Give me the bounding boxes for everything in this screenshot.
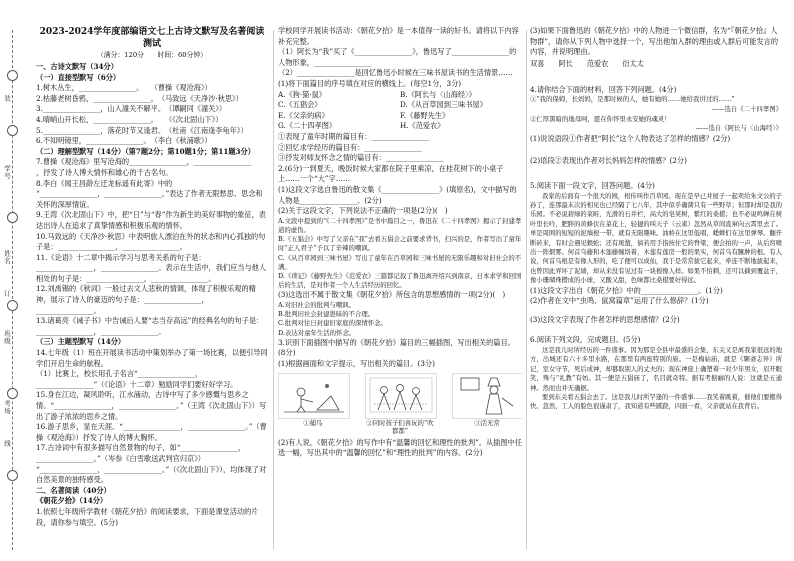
question-line: ①表现了童年时期的篇目有：________________ [278, 131, 429, 141]
margin-label-class: 班级 [3, 330, 11, 345]
section-heading: 二、名著阅读（40分） [36, 485, 111, 495]
character-option: 范爱农 [586, 58, 609, 68]
exam-title: 2023-2024学年度部编语文七上古诗文默写及名著阅读测试 [39, 27, 265, 49]
question-text: 13.诸葛亮《诫子书》中告诫后人要“志当存高远”的经典名句的句子是：________________，________________。 [36, 316, 264, 336]
column-3 [530, 26, 782, 556]
choice-text: A.文段中提到的“《二十四孝图》”是书中篇目之一，鲁迅在《二十四孝图》揭示了封建孝道的虚伪。 [278, 216, 522, 234]
binding-hole [7, 212, 18, 223]
choice-text: C.《从百草园到三味书屋》写出了童年在百草园和三味书屋的无限乐趣和对旧社会的不满。 [278, 253, 522, 271]
question-line: (1)根据画面和文字提示，写出相关的篇目。(3分) [278, 358, 435, 368]
question-line: 8.李白《闻王昌龄左迁龙标遥有此寄》中的 [36, 178, 173, 188]
question-text: 12.刘禹锡的《秋词》一般过去文人悲秋的情调，体现了积极乐观的精神，展示了诗人的豪迈的句子是：________________，________________。 [36, 284, 256, 315]
question-text: 10.马致远的《天净沙·秋思》中表明旅人漂泊在外的状态和内心孤独的句子是：________________，________________。 [36, 231, 266, 252]
binding-hole [7, 300, 18, 311]
question-text: 11.《论语》十二章中揭示学习与思考关系的句子是：________________，________________。表示在生活中，我们应当与他人相处的句子是：________________，________________。 [36, 252, 267, 283]
question-text: （1）阿长为“我”买了《________________》，鲁迅写了________________的人物形象，________________ [278, 47, 517, 67]
question-text: (3)如果下面鲁迅的《朝花夕拾》中的人物进一个微信群，名为“『朝花夕拾』人物群”，请你从下列人物中选择一个，写出他加入群的理由或入群后可能发言的内容，并说明理由。 [530, 26, 779, 57]
choice-text: A.对旧社会的批判与嘲讽。 [278, 300, 355, 309]
question-text: 2.(6分)一到夏天，晚饭时候大家都在院子里乘凉，在桂花树下的小桌子上……一个“大”字…… [278, 163, 504, 184]
question-text: “________________，________________。”表达了作者无限愁思、思念和关怀的深厚情谊。 [36, 189, 263, 209]
exam-meta: （满分：120分 时间：60分钟） [97, 51, 207, 59]
column-2 [278, 26, 522, 556]
illustration-caption: ①捕鸟 [303, 418, 323, 427]
reading-passage: 要到东关看五猖会去了。这是我儿时所罕逢的一件盛事……我笑着跳着，催他们要搬得快。忽然，工人的脸色很谨肃了，我知道有些蹊跷，四面一看，父亲就站在我背后。 [530, 394, 782, 411]
question-text: 4.请你结合下面的材料，回答下列问题。(4分) [530, 84, 677, 94]
question-text: (2)语段②表现出作者对长妈妈怎样的情感？(2分) [530, 156, 687, 166]
question-text: (3)这段文字表现了作者怎样的思想感情？(2分) [530, 314, 680, 324]
option-item: E.《父亲的病》 [278, 110, 329, 120]
question-text: (1)这段文字选自鲁迅的散文集《________________》(填原名)，文中描写的人物是________________。(2分) [278, 184, 517, 205]
choice-text: C.批判对往日封建旧家庭的深情怀念。 [278, 319, 387, 328]
children-playing-sketch [365, 373, 437, 419]
subsection-heading: （三）主题型默写（14分） [36, 337, 126, 347]
binding-margin [0, 0, 32, 561]
illustration-bird-catching [278, 373, 348, 436]
subsection-heading: （一）直接型默写（6分） [36, 72, 121, 82]
question-text: 5.阅读下面一段文字，回答问题。(4分) [530, 180, 655, 190]
subsection-heading: （二）理解型默写（14分）（第7题2分；第10题1分；第11题3分） [36, 146, 255, 156]
question-line: 1.树木丛生，________________。 （曹操《观沧海》） [36, 83, 212, 93]
question-text: （1）比赛上，校长用孔子名言“________________，________________”（《论语》十二章）勉励同学们要好好学习。 [36, 369, 238, 389]
illustration-row [278, 373, 522, 436]
margin-label-name: 姓名 [3, 250, 11, 265]
question-text: (2)关于这段文字，下列说法不正确的一项是(2分)( ) [278, 206, 448, 216]
answer-space [530, 167, 782, 181]
option-item: A.《狗·猫·鼠》 [278, 89, 326, 99]
intro-text: 学校同学开展读书活动：《朝花夕拾》是一本值得一读的好书。请将以下内容补充完整。 [278, 26, 519, 46]
question-text: 6.阅读下列文段，完成题目。(5分) [530, 335, 641, 345]
question-text: 16.游子思乡，显在天涯。“________________，________________。”（曹操《观沧海》）抒发了诗人的博大胸怀。 [36, 422, 267, 442]
question-text: 1.依照七年级所学教材《朝花夕拾》的阅读要求，下面是课堂活动的片段，请你参与填空。(5分) [36, 506, 259, 527]
choice-text: D.《琐记》《藤野先生》《范爱农》三篇都记叙了鲁迅离开绍兴到南京，日本求学和回国后的生活，是对作者一个人生活经历的回忆。 [278, 271, 522, 290]
question-text: (2)作者在文中“虫鸣、鼠窝篇章”运用了什么修辞？(1分) [530, 296, 709, 306]
option-list [278, 90, 522, 132]
choice-text: B.《五猖会》中写了父亲在“我”去看五猖会之前要求背书，扫兴的是，作者写出了童年时“正人君子”予以了辛辣的嘲讽。 [278, 235, 522, 253]
question-line: 3.________________，山入潼关不解平。 （谭嗣同《潼关》） [36, 104, 227, 114]
question-line: 4.晴峭山开长松，________________。 （《次北固山下》） [36, 114, 223, 124]
wuchang-sketch [452, 373, 522, 419]
margin-mark: 装 [3, 95, 11, 103]
character-option: 双喜 [530, 58, 545, 68]
question-line: 2.枯藤老树昏鸦，________________。 （马致远《天净沙·秋思》） [36, 93, 243, 103]
question-text: (1)这段文字出自《朝花夕拾》中的________________。(1分) [530, 285, 723, 295]
question-text: 15.身在江边，凝风聆听，江水涌动，古诗中写了多少感慨与思乡之情。“________________，________________。”（王湾《次北固山下》）写出了游子浓浓的思乡之情。 [36, 390, 267, 421]
illustration-caption: ③活无常 [474, 418, 500, 427]
character-option: 衍太太 [622, 58, 644, 68]
reading-passage: 我家的后面有一个很大的园，相传叫作百草园。现在是早已并屋子一起卖给朱文公的子孙了，连那最末次的相见也已经隔了七八年，其中似乎确凿只有一些野草；但那时却是我的乐园。不必说碧绿的菜畦，光滑的石井栏，高大的皂荚树，紫红的桑椹；也不必说鸣蝉在树叶里长吟，肥胖的黄蜂伏在菜花上，轻捷的叫天子（云雀）忽然从草间直窜向云霄里去了。单是周围的短短的泥墙根一带，就有无限趣味。油蛉在这里低唱，蟋蟀们在这里弹琴。翻开断砖来，有时会遇见蜈蚣；还有斑蝥，倘若用手指按住它的脊梁，便会拍的一声，从后窍喷出一阵烟雾。何首乌藤和木莲藤缠络着，木莲有莲房一般的果实，何首乌有臃肿的根。有人说，何首乌根是有像人形的，吃了便可以成仙，我于是常常拔它起来，牵连不断地拔起来，也曾因此弄坏了泥墙，却从来没有见过有一块根像人样。如果不怕刺，还可以摘到覆盆子，像小珊瑚珠攒成的小球，又酸又甜，色味都比桑椹要好得远。 [530, 192, 782, 285]
quote-text: ②仁厚黑暗的地母呵，愿在你怀里永安她的魂灵！ [530, 114, 671, 123]
character-options [530, 58, 782, 69]
question-line: 6.不知明镜里，________________。 （李白《秋浦歌》） [36, 136, 212, 146]
option-item: H.《范爱农》 [400, 121, 445, 131]
subsection-heading: 《朝花夕拾》（14分） [36, 496, 108, 506]
illustration-children-playing [365, 373, 435, 436]
question-text: (2)有人说，《朝花夕拾》的写作中有“温馨的回忆和理性的批判”。从插图中任选一幅，写出其中的“温馨的回忆”和“理性的批判”的内容。(2分) [278, 437, 522, 458]
binding-hole [7, 125, 18, 136]
question-text: 14.七年级（1）班在开展读书活动中策划举办了第一场比赛，以便引导同学们开启生命的航程。 [36, 348, 268, 368]
choice-text: B.批判旧社会封建愚昧的不合理。 [278, 310, 375, 319]
question-line: ，抒发了诗人博大情怀和雄心的千古名句。 [36, 167, 173, 177]
option-item: C.《五猖会》 [278, 100, 322, 110]
choice-text: D.表达对童年生活的怀念。 [278, 328, 356, 337]
margin-mark: 订 [3, 290, 11, 298]
question-line: ②回忆求学经历的篇目有：________________ [278, 142, 422, 152]
option-item: G.《二十四孝图》 [278, 121, 337, 131]
column-divider [526, 30, 527, 550]
binding-hole [7, 70, 18, 81]
binding-hole [7, 388, 18, 399]
margin-label-room: 考场 [3, 400, 11, 415]
question-line: 5.________________，落花时节又逢君。 （杜甫《江南逢李龟年》） [36, 125, 248, 135]
section-heading: 一、古诗文默写（34分） [36, 62, 118, 71]
answer-space [530, 325, 782, 335]
character-option: 阿长 [558, 58, 573, 68]
illustration-wuchang [452, 373, 522, 436]
question-text: 17.古诗词中有很多描写自然景物的句子，如“________________，________________。”（岑参《白雪歌送武判官归京》） [36, 443, 246, 463]
option-item: F.《藤野先生》 [400, 110, 450, 120]
question-line: ③抒发对师友怀念之情的篇目有：________________ [278, 153, 444, 163]
question-text: （2）________________是回忆鲁迅小时候在三味书屋读书的生活情景…… [278, 68, 513, 78]
margin-label-student-id: 学号 [3, 165, 11, 180]
quote-source: ——选自《二十四孝图》 [711, 104, 782, 113]
answer-space [530, 144, 782, 156]
column-1 [36, 26, 268, 556]
quote-source: ——选自《阿长与〈山海经〉》 [695, 124, 782, 133]
option-item: D.《从百草园到三味书屋》 [400, 100, 487, 110]
margin-mark: 线 [3, 440, 11, 448]
column-divider [273, 30, 274, 550]
answer-space [530, 69, 782, 85]
question-line: 7.曹操《观沧海》里写沧海的________________，________________ [36, 157, 252, 167]
option-item: B.《阿长与〈山海经〉》 [400, 89, 476, 99]
question-text: 9.王湾《次北固山下》中，把“日”与“春”作为新生的美好事物的象征，表达出诗人在追求了真挚情感和积极乐观的情怀。 [36, 210, 266, 230]
quote-text: ①“我的保姆，长妈妈，是那时候的人，她有她的……她给我讲过的……” [530, 95, 735, 104]
question-text: (3)这选出不属于散文集《朝花夕拾》所包含的思想感情的一项(2分)( ) [278, 290, 506, 300]
question-text: “________________，________________。”（《次北固山下》），均体现了对自然美景的独特感受。 [36, 464, 267, 485]
question-text: (1)将下面篇目的序号填在对应的横线上。(每空1分，3分) [278, 78, 462, 88]
illustration-caption: ②同时孩子们喜玩的“吹都都” [366, 418, 434, 436]
bird-catching-sketch [278, 373, 350, 419]
answer-space [530, 307, 782, 315]
reading-passage: 这是我儿时所经历的一件盛事。因为那是全县中最盛的会集，东关又是离我家很远的地方，出城还有六十多里水路，在那里有两座特别的庙。一是梅姑庙，就是《聊斋志异》所记，室女守节，死后成神，却篡取别人的丈夫的；现在神座上确塑着一对少年男女，眉开眼笑，殊与“礼教”有妨。其一便是五猖庙了，名目就奇特。据有考据癖的人说：这就是五通神。然而也并无确据。 [530, 346, 782, 392]
question-text: (1)说说语段①作者把“阿长”这个人物表达了怎样的情感？(2分) [530, 133, 731, 143]
binding-hole [7, 470, 18, 481]
question-text: 3.识别下面插图中描写的《朝花夕拾》篇目的三幅插图，写出相关的篇目。(8分) [278, 337, 515, 358]
